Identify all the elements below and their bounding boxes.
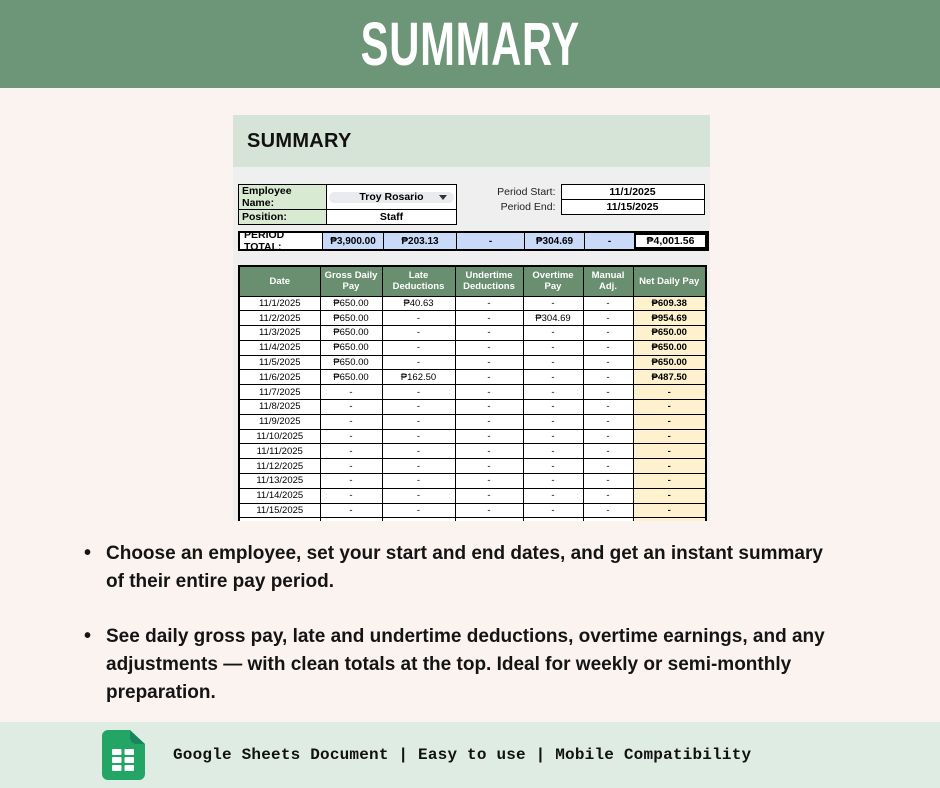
table-cell: -: [320, 503, 382, 518]
table-cell: 11/15/2025: [239, 503, 320, 518]
google-sheets-icon: [100, 729, 146, 781]
table-cell: -: [455, 459, 523, 474]
table-cell: -: [583, 414, 633, 429]
table-cell: -: [583, 488, 633, 503]
table-cell: -: [382, 503, 455, 518]
column-header: Manual Adj.: [583, 266, 633, 296]
table-cell: -: [523, 400, 583, 415]
bullet-item: • See daily gross pay, late and undertime deductions, overtime earnings, and any adjustments — with clean totals at the top. Ideal for weekly or semi-monthly preparation.: [82, 623, 842, 707]
table-cell: ₱650.00: [320, 355, 382, 370]
table-row: [239, 311, 706, 326]
period-end-field[interactable]: 11/15/2025: [561, 200, 704, 215]
table-cell: -: [455, 444, 523, 459]
table-cell: -: [455, 503, 523, 518]
table-cell: [239, 518, 320, 521]
period-start-field[interactable]: 11/1/2025: [561, 185, 704, 200]
table-cell: -: [633, 459, 706, 474]
period-total-cell: ₱304.69: [524, 233, 584, 249]
table-cell: ₱650.00: [320, 370, 382, 385]
sheet-title: SUMMARY: [233, 115, 710, 167]
table-row: [239, 296, 706, 311]
position-value: Staff: [327, 210, 457, 225]
table-cell: -: [523, 296, 583, 311]
table-cell: ₱650.00: [320, 340, 382, 355]
table-cell: -: [382, 400, 455, 415]
main-area: [0, 88, 940, 722]
table-row: [239, 429, 706, 444]
table-cell: -: [382, 444, 455, 459]
period-total-cell: ₱203.13: [383, 233, 456, 249]
table-cell: -: [523, 429, 583, 444]
table-cell: 11/3/2025: [239, 326, 320, 341]
table-cell: ₱650.00: [633, 340, 706, 355]
table-cell: ₱487.50: [633, 370, 706, 385]
table-cell: -: [455, 311, 523, 326]
table-row: [239, 340, 706, 355]
table-row: [239, 414, 706, 429]
page-title: SUMMARY: [360, 9, 580, 79]
employee-dropdown[interactable]: [329, 192, 454, 203]
table-cell: -: [455, 429, 523, 444]
table-cell: 11/5/2025: [239, 355, 320, 370]
period-total-cell: ₱3,900.00: [322, 233, 383, 249]
table-cell: ₱954.69: [633, 311, 706, 326]
table-cell: 11/4/2025: [239, 340, 320, 355]
table-cell: 11/10/2025: [239, 429, 320, 444]
table-row: [239, 385, 706, 400]
table-cell: 11/14/2025: [239, 488, 320, 503]
table-cell: -: [523, 459, 583, 474]
table-cell: 11/7/2025: [239, 385, 320, 400]
table-cell: 11/9/2025: [239, 414, 320, 429]
table-cell: -: [382, 311, 455, 326]
table-cell: ₱650.00: [320, 326, 382, 341]
employee-dropdown-value: Troy Rosario: [359, 191, 424, 203]
daily-pay-table: [238, 265, 707, 521]
table-cell: -: [382, 340, 455, 355]
table-cell: -: [320, 400, 382, 415]
table-cell: -: [583, 474, 633, 489]
table-row: [239, 400, 706, 415]
table-cell: -: [583, 296, 633, 311]
period-grand-total: ₱4,001.56: [634, 233, 707, 249]
table-cell: -: [382, 429, 455, 444]
table-cell: -: [382, 326, 455, 341]
table-cell: -: [320, 459, 382, 474]
table-cell: -: [583, 326, 633, 341]
table-cell: -: [583, 400, 633, 415]
period-total-cell: -: [584, 233, 634, 249]
table-cell: -: [633, 474, 706, 489]
table-cell: -: [583, 370, 633, 385]
column-header: Net Daily Pay: [633, 266, 706, 296]
daily-table-body: [239, 296, 706, 521]
table-cell: -: [523, 355, 583, 370]
table-cell: [633, 518, 706, 521]
table-cell: ₱650.00: [320, 296, 382, 311]
table-cell: -: [633, 488, 706, 503]
table-cell: ₱40.63: [382, 296, 455, 311]
table-cell: -: [382, 355, 455, 370]
table-cell: -: [455, 370, 523, 385]
table-row: [239, 459, 706, 474]
table-cell: 11/1/2025: [239, 296, 320, 311]
table-cell: -: [523, 385, 583, 400]
column-header: Date: [239, 266, 320, 296]
table-row: [239, 185, 457, 210]
table-cell: -: [320, 474, 382, 489]
table-row: [239, 355, 706, 370]
table-cell: [320, 518, 382, 521]
period-total-cell: -: [456, 233, 524, 249]
position-label: Position:: [239, 210, 327, 225]
table-row: [239, 474, 706, 489]
table-cell: -: [583, 459, 633, 474]
table-cell: -: [583, 385, 633, 400]
table-cell: 11/6/2025: [239, 370, 320, 385]
table-row: [239, 370, 706, 385]
table-cell: -: [382, 414, 455, 429]
table-cell: ₱162.50: [382, 370, 455, 385]
table-cell: [455, 518, 523, 521]
table-row: [239, 503, 706, 518]
table-cell: ₱650.00: [633, 355, 706, 370]
table-cell: -: [523, 414, 583, 429]
table-cell: -: [583, 444, 633, 459]
table-cell: -: [455, 385, 523, 400]
table-cell: -: [320, 414, 382, 429]
table-cell: 11/12/2025: [239, 459, 320, 474]
table-cell: -: [320, 444, 382, 459]
feature-bullets: [82, 540, 842, 735]
table-cell: -: [455, 400, 523, 415]
bullet-item: • Choose an employee, set your start and end dates, and get an instant summary of their entire pay period.: [82, 540, 842, 596]
table-cell: ₱609.38: [633, 296, 706, 311]
table-cell: [583, 518, 633, 521]
table-cell: 11/11/2025: [239, 444, 320, 459]
table-cell: -: [455, 296, 523, 311]
table-cell: -: [455, 414, 523, 429]
table-row: [239, 444, 706, 459]
table-cell: 11/8/2025: [239, 400, 320, 415]
period-end-label: Period End:: [500, 201, 556, 213]
column-header: Undertime Deductions: [455, 266, 523, 296]
period-info-table: [461, 184, 705, 215]
table-row: [461, 200, 704, 215]
period-total-label: PERIOD TOTAL:: [240, 233, 322, 249]
footer-bar: [0, 722, 940, 788]
employee-info-table: [238, 184, 457, 225]
period-start-label: Period Start:: [497, 186, 556, 198]
table-cell: -: [633, 503, 706, 518]
table-cell: -: [583, 355, 633, 370]
table-cell: -: [523, 444, 583, 459]
daily-table-header-row: [239, 266, 706, 296]
table-cell: -: [633, 429, 706, 444]
table-cell: -: [382, 385, 455, 400]
footer-text: Google Sheets Document | Easy to use | Mobile Compatibility: [173, 746, 752, 764]
column-header: Late Deductions: [382, 266, 455, 296]
table-cell: -: [523, 326, 583, 341]
table-cell: -: [523, 488, 583, 503]
table-cell: [382, 518, 455, 521]
table-cell: -: [455, 488, 523, 503]
table-cell: 11/2/2025: [239, 311, 320, 326]
employee-name-cell: [327, 185, 457, 210]
table-cell: -: [583, 429, 633, 444]
spreadsheet-preview: [233, 115, 710, 521]
table-cell: -: [455, 340, 523, 355]
table-cell: -: [320, 488, 382, 503]
title-banner: [0, 0, 940, 88]
table-cell: -: [455, 326, 523, 341]
table-cell: -: [633, 385, 706, 400]
table-cell: -: [583, 340, 633, 355]
table-row: [239, 326, 706, 341]
table-cell: -: [633, 400, 706, 415]
table-row: [239, 518, 706, 521]
table-cell: -: [382, 459, 455, 474]
period-total-row: [238, 231, 709, 251]
employee-name-label: Employee Name:: [239, 185, 327, 210]
table-cell: -: [455, 355, 523, 370]
table-cell: -: [320, 429, 382, 444]
table-cell: ₱650.00: [633, 326, 706, 341]
table-row: [461, 185, 704, 200]
chevron-down-icon: [439, 195, 447, 200]
table-cell: -: [523, 474, 583, 489]
table-cell: [523, 518, 583, 521]
table-cell: -: [523, 370, 583, 385]
table-cell: -: [382, 488, 455, 503]
table-cell: ₱650.00: [320, 311, 382, 326]
column-header: Overtime Pay: [523, 266, 583, 296]
table-cell: -: [583, 311, 633, 326]
table-row: [239, 488, 706, 503]
table-cell: -: [523, 340, 583, 355]
column-header: Gross Daily Pay: [320, 266, 382, 296]
table-cell: ₱304.69: [523, 311, 583, 326]
table-cell: -: [523, 503, 583, 518]
table-cell: -: [455, 474, 523, 489]
table-cell: 11/13/2025: [239, 474, 320, 489]
table-cell: -: [633, 414, 706, 429]
table-cell: -: [583, 503, 633, 518]
table-cell: -: [633, 444, 706, 459]
table-cell: -: [382, 474, 455, 489]
table-cell: -: [320, 385, 382, 400]
table-row: [239, 210, 457, 225]
